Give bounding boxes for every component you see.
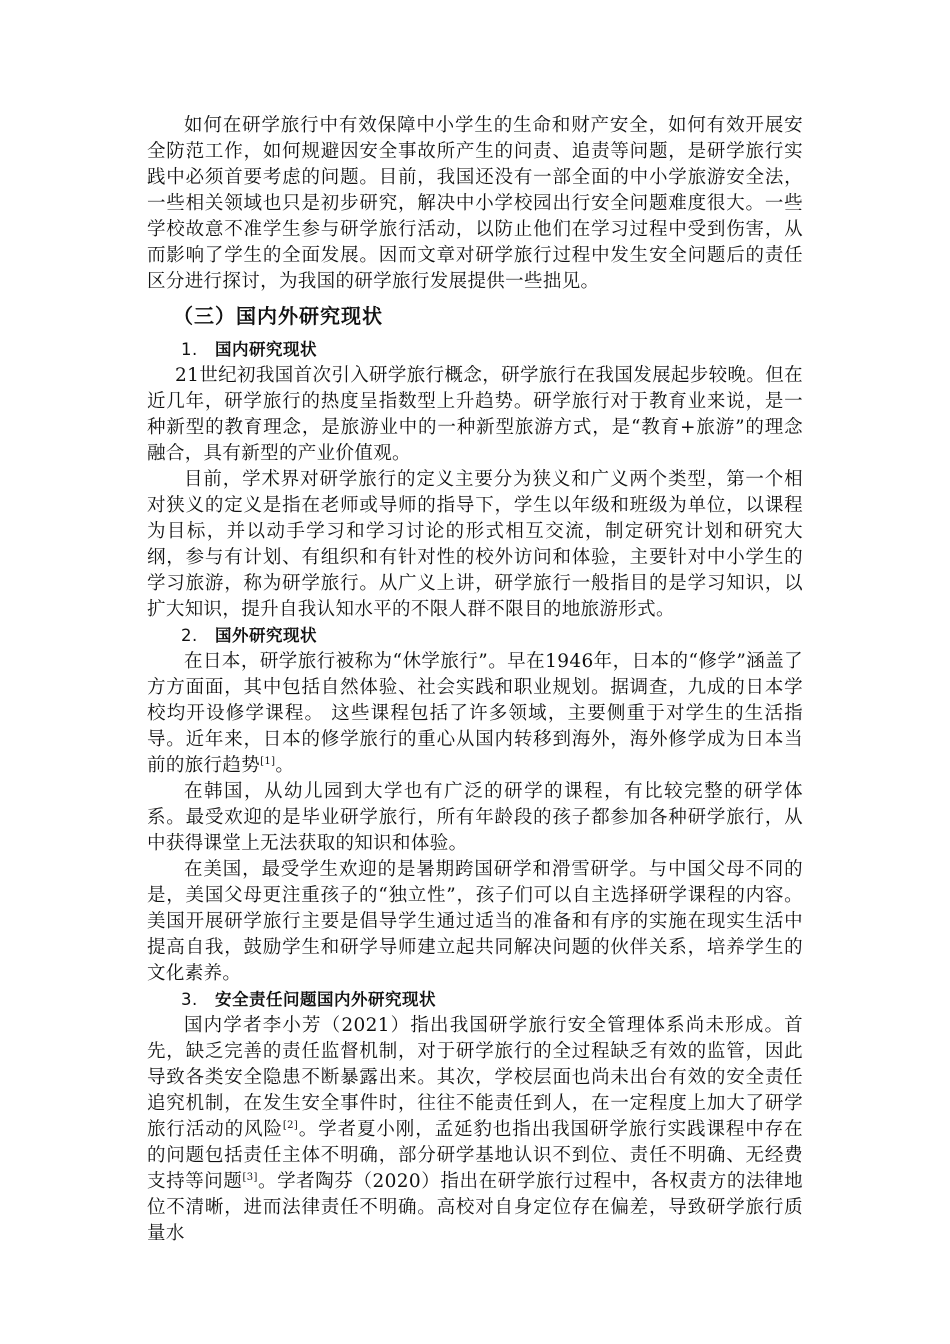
safety-paragraph [147, 1013, 803, 1247]
subheading-foreign [147, 623, 803, 649]
subheading-domestic [147, 337, 803, 363]
citation-ref: [1] [260, 755, 276, 767]
safety-text-c: 。学者陶芬（2020）指出在研学旅行过程中，各权责方的法律地位不清晰，进而法律责任不明确。高校对自身定位存在偏差，导致研学旅行质量水 [147, 1171, 803, 1244]
citation-ref: [2] [282, 1119, 299, 1131]
citation-ref: [3] [242, 1171, 258, 1183]
foreign-paragraph-korea: 在韩国，从幼儿园到大学也有广泛的研学的课程，有比较完整的研学体系。最受欢迎的是毕业研学旅行，所有年龄段的孩子都参加各种研学旅行，从中获得课堂上无法获取的知识和体验。 [147, 781, 803, 854]
subheading-number: 2. [181, 626, 198, 645]
domestic-paragraph-2: 目前，学术界对研学旅行的定义主要分为狭义和广义两个类型，第一个相对狭义的定义是指在老师或导师的指导下，学生以年级和班级为单位，以课程为目标，并以动手学习和学习讨论的形式相互交流，制定研究计划和研究大纲，参与有计划、有组织和有针对性的校外访问和体验，主要针对中小学生的学习旅游，称为研学旅行。从广义上讲，研学旅行一般指目的是学习知识，以扩大知识，提升自我认知水平的不限人群不限目的地旅游形式。 [147, 469, 803, 620]
japan-text: 在日本，研学旅行被称为“休学旅行”。早在1946年，日本的“修学”涵盖了方方面面，其中包括自然体验、社会实践和职业规划。据调查，九成的日本学校均开设修学课程。 这些课程包括了许多领域，主要侧重于对学生的生活指导。近年来，日本的修学旅行的重心从国内转移到海外，海外修学成为日本当前的旅行趋势 [147, 651, 803, 776]
domestic-paragraph-1: 21世纪初我国首次引入研学旅行概念，研学旅行在我国发展起步较晚。但在近几年，研学旅行的热度呈指数型上升趋势。研学旅行对于教育业来说，是一种新型的教育理念，是旅游业中的一种新型旅游方式，是“教育+旅游”的理念融合，具有新型的产业价值观。 [147, 365, 803, 464]
document-page [147, 113, 803, 1247]
subheading-number: 1. [181, 340, 198, 359]
safety-text-b: 。学者夏小刚，孟延豹也指出我国研学旅行实践课程中存在的问题包括责任主体不明确，部分研学基地认识不到位、责任不明确、无经费支持等问题 [147, 1119, 803, 1192]
subheading-text: 国外研究现状 [215, 626, 317, 645]
intro-paragraph: 如何在研学旅行中有效保障中小学生的生命和财产安全，如何有效开展安全防范工作，如何规避因安全事故所产生的问责、追责等问题，是研学旅行实践中必须首要考虑的问题。目前，我国还没有一部全面的中小学旅游安全法，一些相关领域也只是初步研究，解决中小学校园出行安全问题难度很大。一些学校故意不准学生参与研学旅行活动，以防止他们在学习过程中受到伤害，从而影响了学生的全面发展。因而文章对研学旅行过程中发生安全问题后的责任区分进行探讨，为我国的研学旅行发展提供一些拙见。 [147, 115, 803, 292]
subheading-text: 国内研究现状 [215, 340, 317, 359]
foreign-paragraph-usa: 在美国，最受学生欢迎的是暑期跨国研学和滑雪研学。与中国父母不同的是，美国父母更注重孩子的“独立性”，孩子们可以自主选择研学课程的内容。美国开展研学旅行主要是倡导学生通过适当的准备和有序的实施在现实生活中提高自我，鼓励学生和研学导师建立起共同解决问题的伙伴关系，培养学生的文化素养。 [147, 859, 803, 984]
subheading-safety [147, 987, 803, 1013]
foreign-paragraph-japan [147, 649, 803, 779]
section-heading-research-status: （三）国内外研究现状 [173, 304, 383, 328]
japan-text-end: 。 [275, 755, 295, 776]
subheading-number: 3. [181, 990, 198, 1009]
safety-text-a: 国内学者李小芳（2021）指出我国研学旅行安全管理体系尚未形成。首先，缺乏完善的责任监督机制，对于研学旅行的全过程缺乏有效的监管，因此导致各类安全隐患不断暴露出来。其次，学校层面也尚未出台有效的安全责任追究机制，在发生安全事件时，往往不能责任到人，在一定程度上加大了研学旅行活动的风险 [147, 1015, 803, 1140]
subheading-text: 安全责任问题国内外研究现状 [215, 990, 436, 1009]
